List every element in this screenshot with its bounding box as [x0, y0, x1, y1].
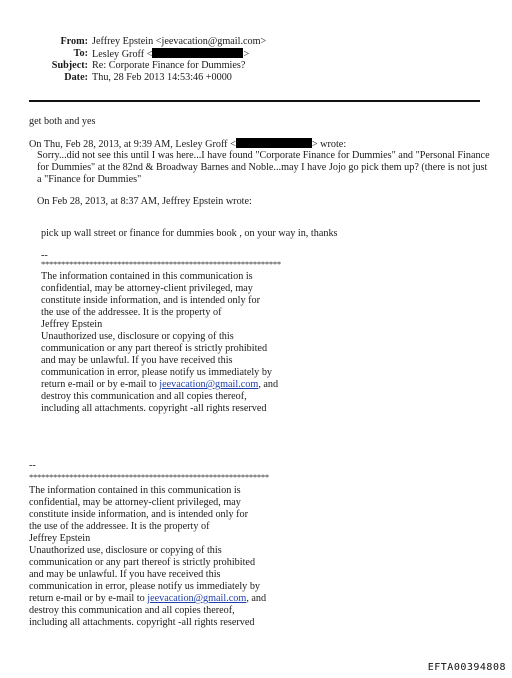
to-prefix: Lesley Groff < [92, 49, 153, 60]
from-label: From: [60, 36, 88, 47]
to-row [0, 48, 512, 60]
date-value: Thu, 28 Feb 2013 14:53:46 +0000 [92, 72, 232, 83]
to-value [92, 48, 249, 61]
disclaimer-line: The information contained in this communication is [29, 485, 241, 496]
quote1-intro [29, 138, 346, 151]
email-link[interactable]: jeevacation@gmail.com [147, 593, 247, 604]
disclaimer-line: communication or any part thereof is strictly prohibited [29, 557, 256, 568]
date-row [0, 72, 512, 84]
disclaimer-line: and may be unlawful. If you have received this [29, 569, 221, 580]
disclaimer-line: Unauthorized use, disclosure or copying of this [29, 545, 222, 556]
reply-text: get both and yes [29, 116, 96, 127]
signature-stars: ************************************************************ [41, 259, 281, 269]
disclaimer-line: Jeffrey Epstein [41, 319, 103, 330]
disclaimer-line: and may be unlawful. If you have received this [41, 355, 233, 366]
signature-stars: ************************************************************ [29, 472, 269, 482]
disclaimer-line [41, 379, 278, 391]
disclaimer-line: Unauthorized use, disclosure or copying of this [41, 331, 234, 342]
quote1-intro-a: On Thu, Feb 28, 2013, at 9:39 AM, Lesley Groff < [29, 139, 236, 150]
disclaimer-line: communication or any part thereof is strictly prohibited [41, 343, 268, 354]
to-suffix: > [243, 49, 250, 60]
quote2-text: pick up wall street or finance for dummies book , on your way in, thanks [41, 228, 338, 239]
signature-dashes: -- [29, 460, 36, 471]
email-link[interactable]: jeevacation@gmail.com [159, 379, 259, 390]
disclaimer-line: the use of the addressee. It is the property of [41, 307, 222, 318]
disclaimer-line: confidential, may be attorney-client privileged, may [41, 283, 253, 294]
signature-dashes: -- [41, 250, 48, 261]
email-suffix: , and [246, 593, 267, 604]
date-label: Date: [64, 72, 88, 83]
subject-row [0, 60, 512, 72]
quote1-line: Sorry...did not see this until I was here...I have found "Corporate Finance for Dummies" and "Personal Finance [37, 150, 490, 161]
from-value: Jeffrey Epstein <jeevacation@gmail.com> [92, 36, 267, 47]
disclaimer-line: the use of the addressee. It is the property of [29, 521, 210, 532]
disclaimer-line: communication in error, please notify us immediately by [41, 367, 273, 378]
redaction-box [236, 138, 312, 148]
to-label: To: [73, 48, 88, 59]
disclaimer-line [29, 593, 266, 605]
disclaimer-line: communication in error, please notify us immediately by [29, 581, 261, 592]
email-prefix: return e-mail or by e-mail to [29, 593, 148, 604]
document-id: EFTA00394808 [427, 662, 506, 673]
subject-label: Subject: [51, 60, 88, 71]
header-divider [29, 100, 480, 102]
email-prefix: return e-mail or by e-mail to [41, 379, 160, 390]
redaction-box [152, 48, 243, 58]
disclaimer-line: destroy this communication and all copies thereof, [41, 391, 247, 402]
email-suffix: , and [258, 379, 279, 390]
disclaimer-line: confidential, may be attorney-client privileged, may [29, 497, 241, 508]
disclaimer-line: including all attachments. copyright -all rights reserved [29, 617, 255, 628]
quote1-line: a "Finance for Dummies" [37, 174, 142, 185]
disclaimer-line: The information contained in this communication is [41, 271, 253, 282]
disclaimer-line: constitute inside information, and is intended only for [29, 509, 248, 520]
disclaimer-line: destroy this communication and all copies thereof, [29, 605, 235, 616]
disclaimer-line: constitute inside information, and is intended only for [41, 295, 260, 306]
subject-value: Re: Corporate Finance for Dummies? [92, 60, 246, 71]
quote1-line: for Dummies" at the 82nd & Broadway Barnes and Noble...may I have Jojo go pick them up? (there is not just [37, 162, 488, 173]
disclaimer-line: including all attachments. copyright -all rights reserved [41, 403, 267, 414]
from-row [0, 36, 512, 48]
quote2-intro: On Feb 28, 2013, at 8:37 AM, Jeffrey Epstein wrote: [37, 196, 252, 207]
disclaimer-line: Jeffrey Epstein [29, 533, 91, 544]
quote1-intro-b: > wrote: [311, 139, 347, 150]
